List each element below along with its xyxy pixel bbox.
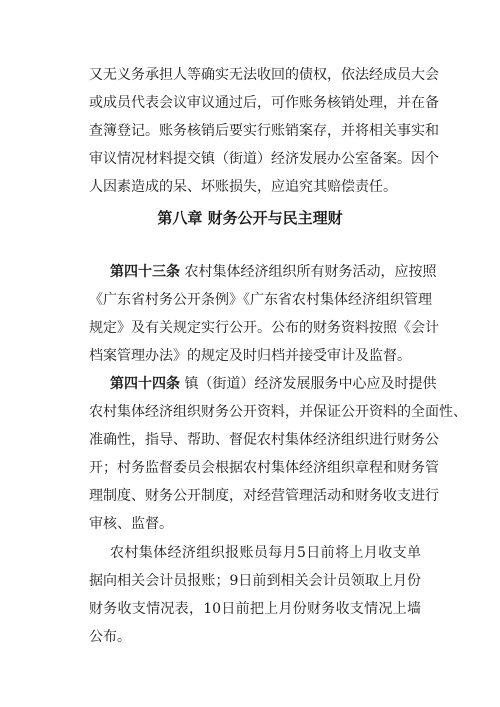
article-43-first-line [110,262,437,282]
text-line: 或成员代表会议审议通过后，可作账务核销处理，并在备 [89,95,439,111]
text-line: 财务收支情况表，10日前把上月份财务收支情况上墙 [89,601,421,617]
text-line: 规定》及有关规定实行公开。公布的财务资料按照《会计 [89,320,439,336]
text-line: 《广东省村务公开条例》《广东省农村集体经济组织管理 [89,292,432,308]
text-line: 理制度、财务公开制度，对经营管理活动和财务收支进行 [89,488,439,504]
text-line: 档案管理办法》的规定及时归档并接受审计及监督。 [89,348,411,364]
text-line: 农村集体经济组织财务公开资料，并保证公开资料的全面性、 [89,404,467,420]
text-line: 人因素造成的呆、坏账损失，应追究其赔偿责任。 [89,179,397,195]
text-line: 开；村务监督委员会根据农村集体经济组织章程和财务管 [89,460,439,476]
chapter-title: 第八章 财务公开与民主理财 [157,209,343,227]
article-43-text: 农村集体经济组织所有财务活动，应按照 [180,264,437,280]
text-line: 又无义务承担人等确实无法收回的债权，依法经成员大会 [89,67,439,83]
article-44-first-line [110,374,437,394]
text-line: 农村集体经济组织报账员每月5日前将上月收支单 [110,545,421,561]
text-line: 据向相关会计员报账；9日前到相关会计员领取上月份 [89,573,421,589]
text-line: 审核、监督。 [89,516,173,532]
text-line: 准确性，指导、帮助、督促农村集体经济组织进行财务公 [89,432,439,448]
text-line: 审议情况材料提交镇（街道）经济发展办公室备案。因个 [89,151,439,167]
text-line: 查簿登记。账务核销后要实行账销案存，并将相关事实和 [89,123,439,139]
article-44-label: 第四十四条 [110,376,180,392]
article-43-label: 第四十三条 [110,264,180,280]
article-44-text: 镇（街道）经济发展服务中心应及时提供 [180,376,437,392]
text-line: 公布。 [89,629,131,645]
